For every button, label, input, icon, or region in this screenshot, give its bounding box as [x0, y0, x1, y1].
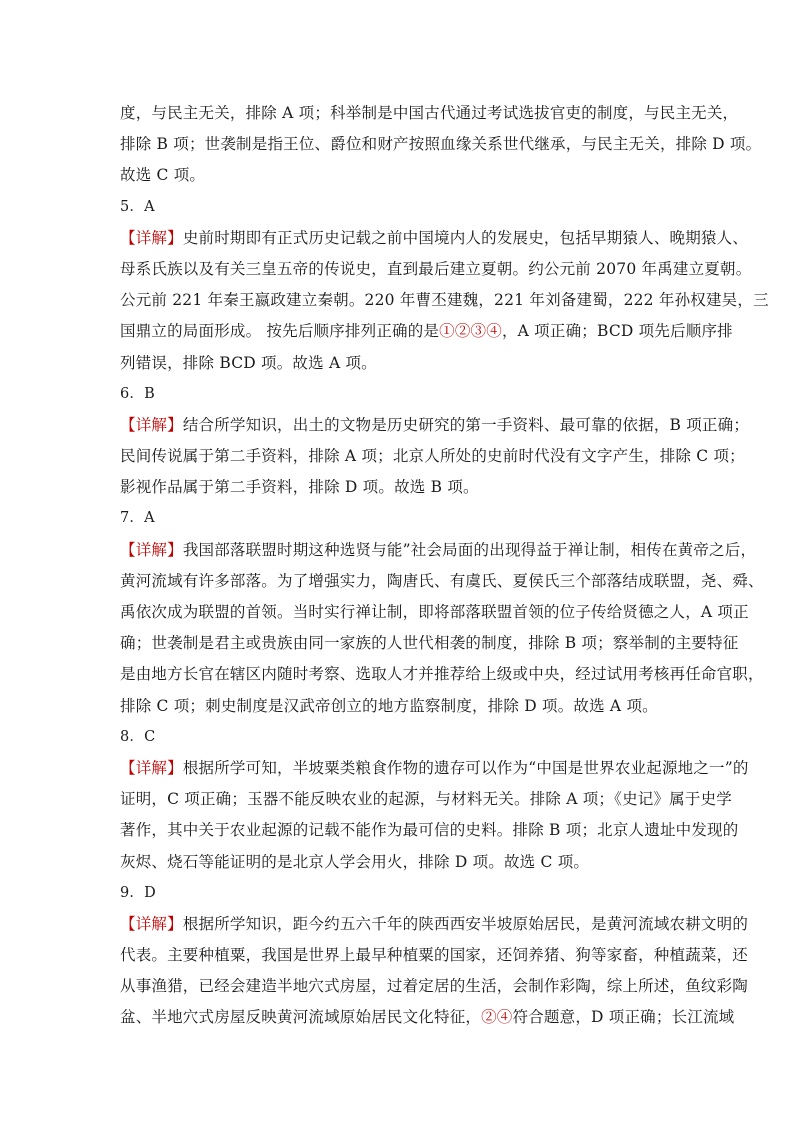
option-marks: ①②③④: [439, 322, 502, 341]
text-line: [120, 348, 686, 379]
text-line: [120, 940, 749, 971]
text-line: [120, 472, 686, 503]
line-text: 排除 C 项；刺史制度是汉武帝创立的地方监察制度，排除 D 项。故选 A 项。: [120, 696, 658, 715]
line-text: 是由地方长官在辖区内随时考察、选取人才并推荐给上级或中央，经过试用考核再任命官职，: [120, 665, 764, 684]
line-text: 灰烬、烧石等能证明的是北京人学会用火，排除 D 项。故选 C 项。: [120, 852, 590, 871]
line-text: 影视作品属于第二手资料，排除 D 项。故选 B 项。: [120, 478, 479, 497]
line-text: 民间传说属于第二手资料，排除 A 项；北京人所处的史前时代没有文字产生，排除 C 项；: [120, 447, 745, 466]
text-line: [120, 316, 733, 347]
text-line: [120, 566, 764, 597]
text-line: [120, 129, 762, 160]
line-text: 证明，C 项正确；玉器不能反映农业的起源，与材料无关。排除 A 项；《史记》属于史学: [120, 790, 732, 809]
line-text: 公元前 221 年秦王嬴政建立秦朝。220 年曹丕建魏，221 年刘备建蜀，222 年孙权建吴，三: [120, 291, 769, 310]
line-text-continued: ，A 项正确；BCD 项先后顺序排: [501, 322, 733, 341]
text-line: [120, 753, 749, 784]
explanation-tag: 【详解】: [120, 540, 183, 559]
explanation-tag: 【详解】: [120, 228, 183, 247]
question-number: 7．A: [120, 510, 155, 527]
text-line: [120, 971, 749, 1002]
line-text: 确；世袭制是君主或贵族由同一家族的人世代相袭的制度，排除 B 项；察举制的主要特征: [120, 634, 739, 653]
question-number: 5．A: [120, 198, 155, 215]
line-text: 结合所学知识，出土的文物是历史研究的第一手资料、最可靠的依据，B 项正确；: [182, 415, 750, 434]
text-line: [120, 223, 749, 254]
text-line: [120, 254, 752, 285]
question-number: 9．D: [120, 884, 156, 901]
answer-explanations: [120, 98, 769, 1034]
line-text: 故选 C 项。: [120, 166, 206, 185]
line-text-continued: 符合题意，D 项正确；长江流域: [512, 1008, 735, 1027]
line-text: 根据所学可知，半坡粟类粮食作物的遗存可以作为“中国是世界农业起源地之一”的: [182, 758, 749, 777]
text-line: [120, 597, 749, 628]
line-text: 母系氏族以及有关三皇五帝的传说史，直到最后建立夏朝。约公元前 2070 年禹建立夏朝。: [120, 259, 752, 278]
text-line: [120, 847, 686, 878]
text-line: [120, 285, 769, 316]
text-line: [120, 909, 749, 940]
line-text: 我国部落联盟时期这种选贤与能”社会局面的出现得益于禅让制，相传在黄帝之后，: [182, 540, 757, 559]
line-text: 根据所学知识，距今约五六千年的陕西西安半坡原始居民，是黄河流域农耕文明的: [182, 914, 749, 933]
line-text: 黄河流域有许多部落。为了增强实力，陶唐氏、有虞氏、夏侯氏三个部落结成联盟，尧、舜、: [120, 571, 764, 590]
line-text: 史前时期即有正式历史记载之前中国境内人的发展史，包括早期猿人、晚期猿人、: [182, 228, 749, 247]
explanation-tag: 【详解】: [120, 758, 183, 777]
text-line: [120, 691, 686, 722]
line-text: 度，与民主无关，排除 A 项；科举制是中国古代通过考试选拔官吏的制度，与民主无关，: [120, 104, 739, 122]
text-line: [120, 441, 745, 472]
text-line: [120, 784, 732, 815]
line-text: 国鼎立的局面形成。 按先后顺序排列正确的是: [120, 322, 440, 341]
text-line: [120, 1002, 735, 1033]
text-line: [120, 98, 739, 129]
text-line: [120, 160, 686, 191]
text-line: [120, 410, 750, 441]
text-line: [120, 815, 739, 846]
line-text: 盆、半地穴式房屋反映黄河流域原始居民文化特征，: [120, 1008, 482, 1027]
explanation-tag: 【详解】: [120, 914, 183, 933]
line-text: 禹依次成为联盟的首领。当时实行禅让制，即将部落联盟首领的位子传给贤德之人，A 项正: [120, 603, 749, 621]
line-text: 著作，其中关于农业起源的记载不能作为最可信的史料。排除 B 项；北京人遗址中发现的: [120, 821, 739, 840]
question-number: 6．B: [120, 385, 155, 402]
line-text: 代表。主要种植粟，我国是世界上最早种植粟的国家，还饲养猪、狗等家畜，种植蔬菜，还: [120, 946, 749, 965]
line-text: 排除 B 项；世袭制是指王位、爵位和财产按照血缘关系世代继承，与民主无关，排除 D 项。: [120, 135, 762, 154]
line-text: 从事渔猎，已经会建造半地穴式房屋，过着定居的生活，会制作彩陶，综上所述，鱼纹彩陶: [120, 977, 749, 996]
text-line: [120, 659, 764, 690]
option-marks: ②④: [481, 1008, 513, 1027]
question-number: 8．C: [120, 728, 156, 745]
explanation-tag: 【详解】: [120, 415, 183, 434]
text-line: [120, 535, 757, 566]
text-line: [120, 628, 739, 659]
line-text: 列错误，排除 BCD 项。故选 A 项。: [120, 353, 377, 372]
